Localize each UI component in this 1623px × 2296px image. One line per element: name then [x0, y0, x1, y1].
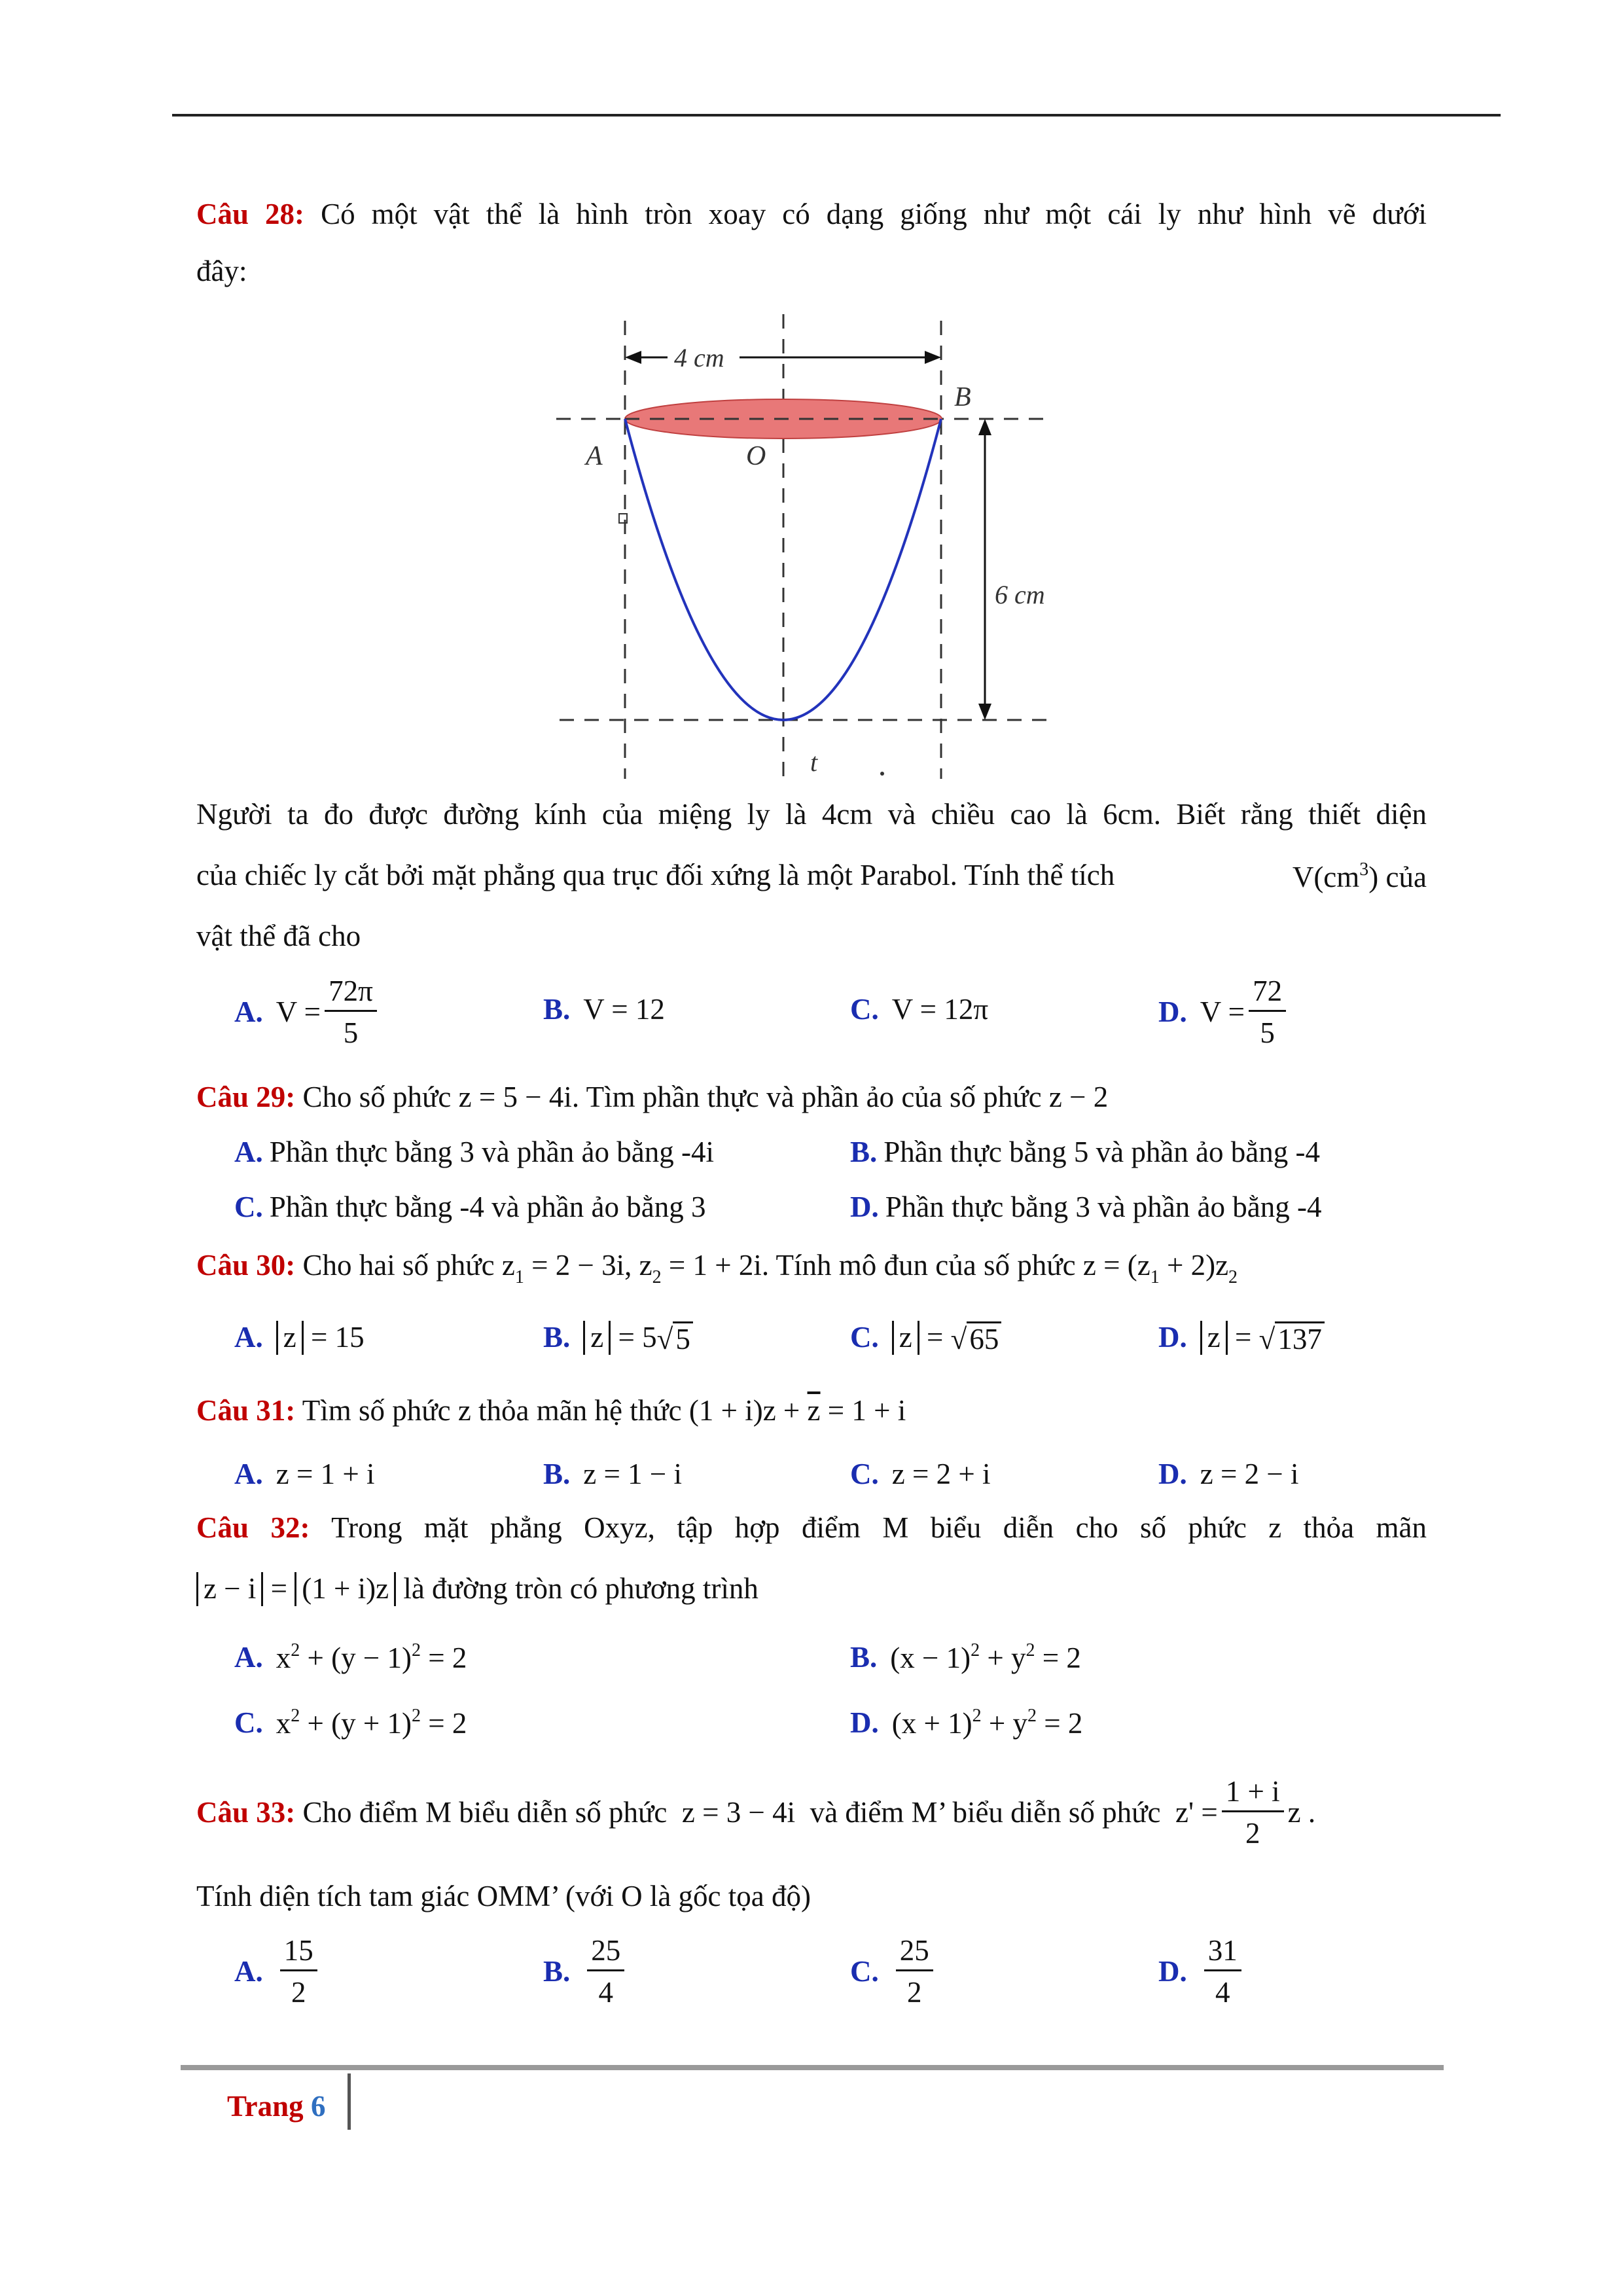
- option-d-label: D.: [1158, 1321, 1187, 1354]
- q30-a-abs: z: [276, 1321, 304, 1355]
- q30-c-abs: z: [892, 1321, 919, 1355]
- q32-abs-right: (1 + i)z: [294, 1572, 396, 1606]
- fig-width-label: 4 cm: [674, 343, 724, 372]
- q32-b-math: [890, 1641, 1081, 1673]
- q30-a-rest: = 15: [310, 1321, 365, 1354]
- q32-eq: =: [270, 1572, 287, 1605]
- q28-d-lhs: V =: [1200, 996, 1245, 1028]
- q31-option-b[interactable]: [543, 1460, 682, 1489]
- q33-b-frac: [587, 1936, 624, 2007]
- q30-option-b[interactable]: [543, 1321, 693, 1355]
- q28-b-math: V = 12: [583, 993, 665, 1026]
- q32-c-math: [276, 1707, 467, 1738]
- q32-a-m1: x: [276, 1641, 291, 1674]
- q32-b-m2: + y: [980, 1641, 1026, 1674]
- q33-math-c: z .: [1287, 1796, 1316, 1829]
- q30-sub2: 2: [652, 1267, 662, 1287]
- q30-zexpr-sub2: 2: [1228, 1267, 1238, 1287]
- q30-sub1: 1: [514, 1267, 524, 1287]
- option-c-label: C.: [234, 1191, 263, 1223]
- q28-d-frac: [1249, 977, 1286, 1048]
- q28-text-line1: [196, 200, 1427, 229]
- q31-text: Tìm số phức z thỏa mãn hệ thức: [302, 1394, 682, 1427]
- q31-label: Câu 31:: [196, 1394, 296, 1427]
- q31-math-conj: $\overline{z}$: [807, 1394, 821, 1427]
- q28-option-b[interactable]: [543, 995, 665, 1024]
- q32-stem-line2: [196, 1572, 758, 1606]
- q28-volume-unit: [1293, 861, 1427, 892]
- q32-b-m1: (x − 1): [890, 1641, 971, 1674]
- fig-height-arrowhead-bottom: [978, 704, 991, 720]
- option-d-label: D.: [1158, 996, 1187, 1028]
- q28-para-line3: vật thể đã cho: [196, 920, 361, 952]
- q32-a-m3: = 2: [420, 1641, 467, 1674]
- option-a-label: A.: [234, 996, 263, 1028]
- q28-volume-sup: 3: [1359, 859, 1369, 880]
- option-b-label: B.: [850, 1640, 878, 1674]
- q28-option-c[interactable]: [850, 995, 988, 1024]
- q31-c-math: z = 2 + i: [891, 1458, 991, 1490]
- q29-math-a: z = 5 − 4i: [458, 1081, 572, 1113]
- q32-a-m2: + (y − 1): [300, 1641, 412, 1674]
- option-c-label: C.: [234, 1706, 263, 1739]
- q33-math-a: z = 3 − 4i: [681, 1796, 796, 1829]
- q33-b-den: 4: [598, 1976, 614, 2009]
- q30-b-rest: = 5: [618, 1321, 657, 1354]
- q28-a-num: 72π: [325, 977, 377, 1012]
- q30-zexpr-a: z = (z: [1082, 1249, 1150, 1282]
- q30-text-b: . Tính mô đun của số phức: [761, 1249, 1076, 1282]
- option-a-label: A.: [234, 1955, 263, 1988]
- q28-d-num: 72: [1249, 977, 1286, 1012]
- q29-text-b: . Tìm phần thực và phần ảo của số phức: [571, 1081, 1042, 1113]
- q32-option-b[interactable]: [850, 1641, 1081, 1673]
- fig-dot: [880, 772, 884, 776]
- q29-c-text: Phần thực bằng -4 và phần ảo bằng 3: [269, 1191, 706, 1223]
- q33-option-b[interactable]: [543, 1936, 628, 2007]
- q33-frac: [1222, 1777, 1284, 1848]
- q33-option-c[interactable]: [850, 1936, 937, 2007]
- q33-text-b: và điểm M’ biểu diễn số phức: [810, 1796, 1161, 1829]
- q33-c-frac: [896, 1936, 933, 2007]
- option-a-label: A.: [234, 1321, 263, 1354]
- q30-zexpr-b: + 2)z: [1159, 1249, 1229, 1282]
- q29-b-text: Phần thực bằng 5 và phần ảo bằng -4: [883, 1136, 1320, 1168]
- q31-math-b: = 1 + i: [827, 1394, 906, 1427]
- q29-stem: [196, 1083, 1108, 1112]
- q33-label: Câu 33:: [196, 1796, 296, 1829]
- fig-width-arrowhead-right: [925, 351, 941, 364]
- q30-zexpr-sub1: 1: [1150, 1267, 1160, 1287]
- option-c-label: C.: [850, 1955, 879, 1988]
- q29-option-d[interactable]: [850, 1193, 1321, 1222]
- fig-height-label: 6 cm: [995, 580, 1045, 609]
- q33-b-num: 25: [587, 1936, 624, 1971]
- q30-option-a[interactable]: [234, 1321, 365, 1355]
- fig-height-arrowhead-top: [978, 419, 991, 435]
- q29-d-text: Phần thực bằng 3 và phần ảo bằng -4: [885, 1191, 1322, 1223]
- option-c-label: C.: [850, 993, 879, 1026]
- option-a-label: A.: [234, 1458, 263, 1490]
- q33-d-frac: [1204, 1936, 1241, 2007]
- q32-a-s1: 2: [291, 1640, 300, 1660]
- q28-a-lhs: V =: [276, 996, 321, 1028]
- q28-a-frac: [325, 977, 377, 1048]
- q28-para-text1: Người ta đo được đường kính của miệng ly là 4cm và chiều cao là 6cm. Biết rằng thiết diện: [196, 798, 1427, 831]
- q32-a-math: [276, 1641, 467, 1673]
- q30-z-values: [501, 1249, 762, 1287]
- q32-c-m3: = 2: [420, 1707, 467, 1740]
- q32-c-s1: 2: [291, 1706, 300, 1726]
- q31-a-math: z = 1 + i: [276, 1458, 375, 1490]
- q33-a-den: 2: [291, 1976, 306, 2009]
- q33-frac-num: 1 + i: [1222, 1777, 1284, 1812]
- q30-d-rest: =: [1234, 1321, 1252, 1354]
- q29-option-a[interactable]: [234, 1138, 714, 1167]
- q28-para-line2: [196, 861, 1427, 892]
- q33-option-d[interactable]: [1158, 1936, 1245, 2007]
- q30-option-d[interactable]: [1158, 1321, 1325, 1355]
- q32-d-m2: + y: [981, 1707, 1027, 1740]
- q31-option-d[interactable]: [1158, 1460, 1298, 1489]
- q32-d-m3: = 2: [1037, 1707, 1083, 1740]
- page-footer: [227, 2089, 325, 2123]
- option-a-label: A.: [234, 1640, 263, 1674]
- q32-stem-line1: [196, 1513, 1427, 1543]
- q32-b-s2: 2: [1026, 1640, 1035, 1660]
- q30-stem: [196, 1251, 1238, 1287]
- q30-z-expr: [1082, 1249, 1238, 1287]
- q33-option-a[interactable]: [234, 1936, 321, 2007]
- fig-width-arrowhead-left: [625, 351, 641, 364]
- q30-z1-val: = 2 − 3i, z: [524, 1249, 652, 1282]
- q30-b-sqrt: √5: [657, 1321, 693, 1354]
- q32-b-s1: 2: [971, 1640, 980, 1660]
- q32-c-m1: x: [276, 1707, 291, 1740]
- q32-text-line1: Trong mặt phẳng Oxyz, tập hợp điểm M biểu diễn cho số phức z thỏa mãn: [331, 1511, 1427, 1544]
- footer-divider: [348, 2073, 351, 2130]
- q33-a-frac: [280, 1936, 317, 2007]
- q30-c-sqrt: √65: [951, 1321, 1002, 1354]
- q33-c-den: 2: [907, 1976, 922, 2009]
- q31-math-a: (1 + i)z +: [688, 1394, 800, 1427]
- q29-text-a: Cho số phức: [302, 1081, 452, 1113]
- q28-label: Câu 28:: [196, 198, 305, 230]
- q32-option-a[interactable]: [234, 1641, 467, 1673]
- footer-rule: [181, 2065, 1444, 2070]
- q32-option-d[interactable]: [850, 1707, 1082, 1738]
- q30-b-radicand: 5: [673, 1321, 693, 1354]
- q29-a-text: Phần thực bằng 3 và phần ảo bằng -4i: [269, 1136, 714, 1168]
- q33-text-a: Cho điểm M biểu diễn số phức: [302, 1796, 668, 1829]
- q33-d-num: 31: [1204, 1936, 1241, 1971]
- q28-text: Có một vật thể là hình tròn xoay có dạng giống như một cái ly như hình vẽ dưới: [321, 198, 1427, 230]
- q33-frac-den: 2: [1245, 1817, 1260, 1850]
- q32-d-s1: 2: [972, 1706, 982, 1726]
- option-b-label: B.: [543, 1458, 571, 1490]
- page-number: 6: [310, 2090, 326, 2123]
- q33-stem-line2: Tính diện tích tam giác OMM’ (với O là gốc tọa độ): [196, 1880, 811, 1912]
- q30-c-radicand: 65: [967, 1321, 1001, 1354]
- option-a-label: A.: [234, 1136, 263, 1168]
- q33-stem-line1: [196, 1777, 1315, 1848]
- q30-c-rest: =: [926, 1321, 944, 1354]
- q30-d-radicand: 137: [1275, 1321, 1325, 1354]
- option-b-label: B.: [543, 993, 571, 1026]
- q32-c-s2: 2: [411, 1706, 421, 1726]
- q28-para-text2b: của: [1385, 861, 1427, 893]
- option-d-label: D.: [850, 1706, 879, 1739]
- q29-label: Câu 29:: [196, 1081, 296, 1113]
- q32-d-s2: 2: [1027, 1706, 1037, 1726]
- option-d-label: D.: [1158, 1955, 1187, 1988]
- q32-text-line2: là đường tròn có phương trình: [403, 1572, 758, 1605]
- q28-c-math: V = 12π: [891, 993, 989, 1026]
- q28-figure: [550, 308, 1060, 779]
- q28-a-den: 5: [343, 1016, 359, 1049]
- q30-z1: z: [501, 1249, 515, 1282]
- q32-label: Câu 32:: [196, 1511, 310, 1544]
- q30-z2-val: = 1 + 2i: [661, 1249, 762, 1282]
- option-d-label: D.: [1158, 1458, 1187, 1490]
- q32-option-c[interactable]: [234, 1707, 467, 1738]
- q32-d-math: [892, 1707, 1083, 1738]
- q28-option-a[interactable]: [234, 977, 381, 1048]
- q30-option-c[interactable]: [850, 1321, 1001, 1355]
- q33-c-num: 25: [896, 1936, 933, 1971]
- q29-option-c[interactable]: [234, 1193, 705, 1222]
- q30-b-abs: z: [583, 1321, 611, 1355]
- q29-math-b: z − 2: [1048, 1081, 1109, 1113]
- fig-point-t: t: [810, 747, 818, 777]
- option-b-label: B.: [543, 1955, 571, 1988]
- q28-para-text2a: của chiếc ly cắt bởi mặt phẳng qua trục đối xứng là một Parabol. Tính thể tích: [196, 859, 1115, 891]
- option-d-label: D.: [850, 1191, 879, 1223]
- option-c-label: C.: [850, 1321, 879, 1354]
- q28-volume-math: V(cm: [1292, 861, 1360, 893]
- fig-point-b: B: [954, 382, 971, 412]
- q28-volume-close: ): [1368, 861, 1379, 893]
- fig-point-o: O: [746, 441, 766, 471]
- option-b-label: B.: [850, 1136, 878, 1168]
- q28-d-den: 5: [1260, 1016, 1275, 1049]
- option-b-label: B.: [543, 1321, 571, 1354]
- q31-d-math: z = 2 − i: [1200, 1458, 1299, 1490]
- q30-d-sqrt: √137: [1259, 1321, 1325, 1354]
- q32-a-s2: 2: [411, 1640, 421, 1660]
- q28-text-line2: đây:: [196, 255, 247, 287]
- q33-math-b: z' =: [1175, 1796, 1218, 1829]
- q32-abs-left: z − i: [196, 1572, 263, 1606]
- q31-b-math: z = 1 − i: [583, 1458, 682, 1490]
- q28-para-line1: [196, 800, 1427, 829]
- q32-c-m2: + (y + 1): [300, 1707, 412, 1740]
- q29-option-b[interactable]: [850, 1138, 1320, 1167]
- q30-label: Câu 30:: [196, 1249, 296, 1282]
- q31-option-c[interactable]: [850, 1460, 990, 1489]
- q31-stem: [196, 1396, 906, 1426]
- q32-d-m1: (x + 1): [891, 1707, 972, 1740]
- page-word: Trang: [227, 2090, 304, 2123]
- header-rule: [172, 114, 1501, 117]
- q30-text-a: Cho hai số phức: [302, 1249, 495, 1282]
- q32-b-m3: = 2: [1035, 1641, 1081, 1674]
- q33-d-den: 4: [1215, 1976, 1230, 2009]
- q28-option-d[interactable]: [1158, 977, 1290, 1048]
- q30-d-abs: z: [1200, 1321, 1228, 1355]
- q33-a-num: 15: [280, 1936, 317, 1971]
- fig-point-a: A: [586, 441, 603, 471]
- option-c-label: C.: [850, 1458, 879, 1490]
- q31-option-a[interactable]: [234, 1460, 374, 1489]
